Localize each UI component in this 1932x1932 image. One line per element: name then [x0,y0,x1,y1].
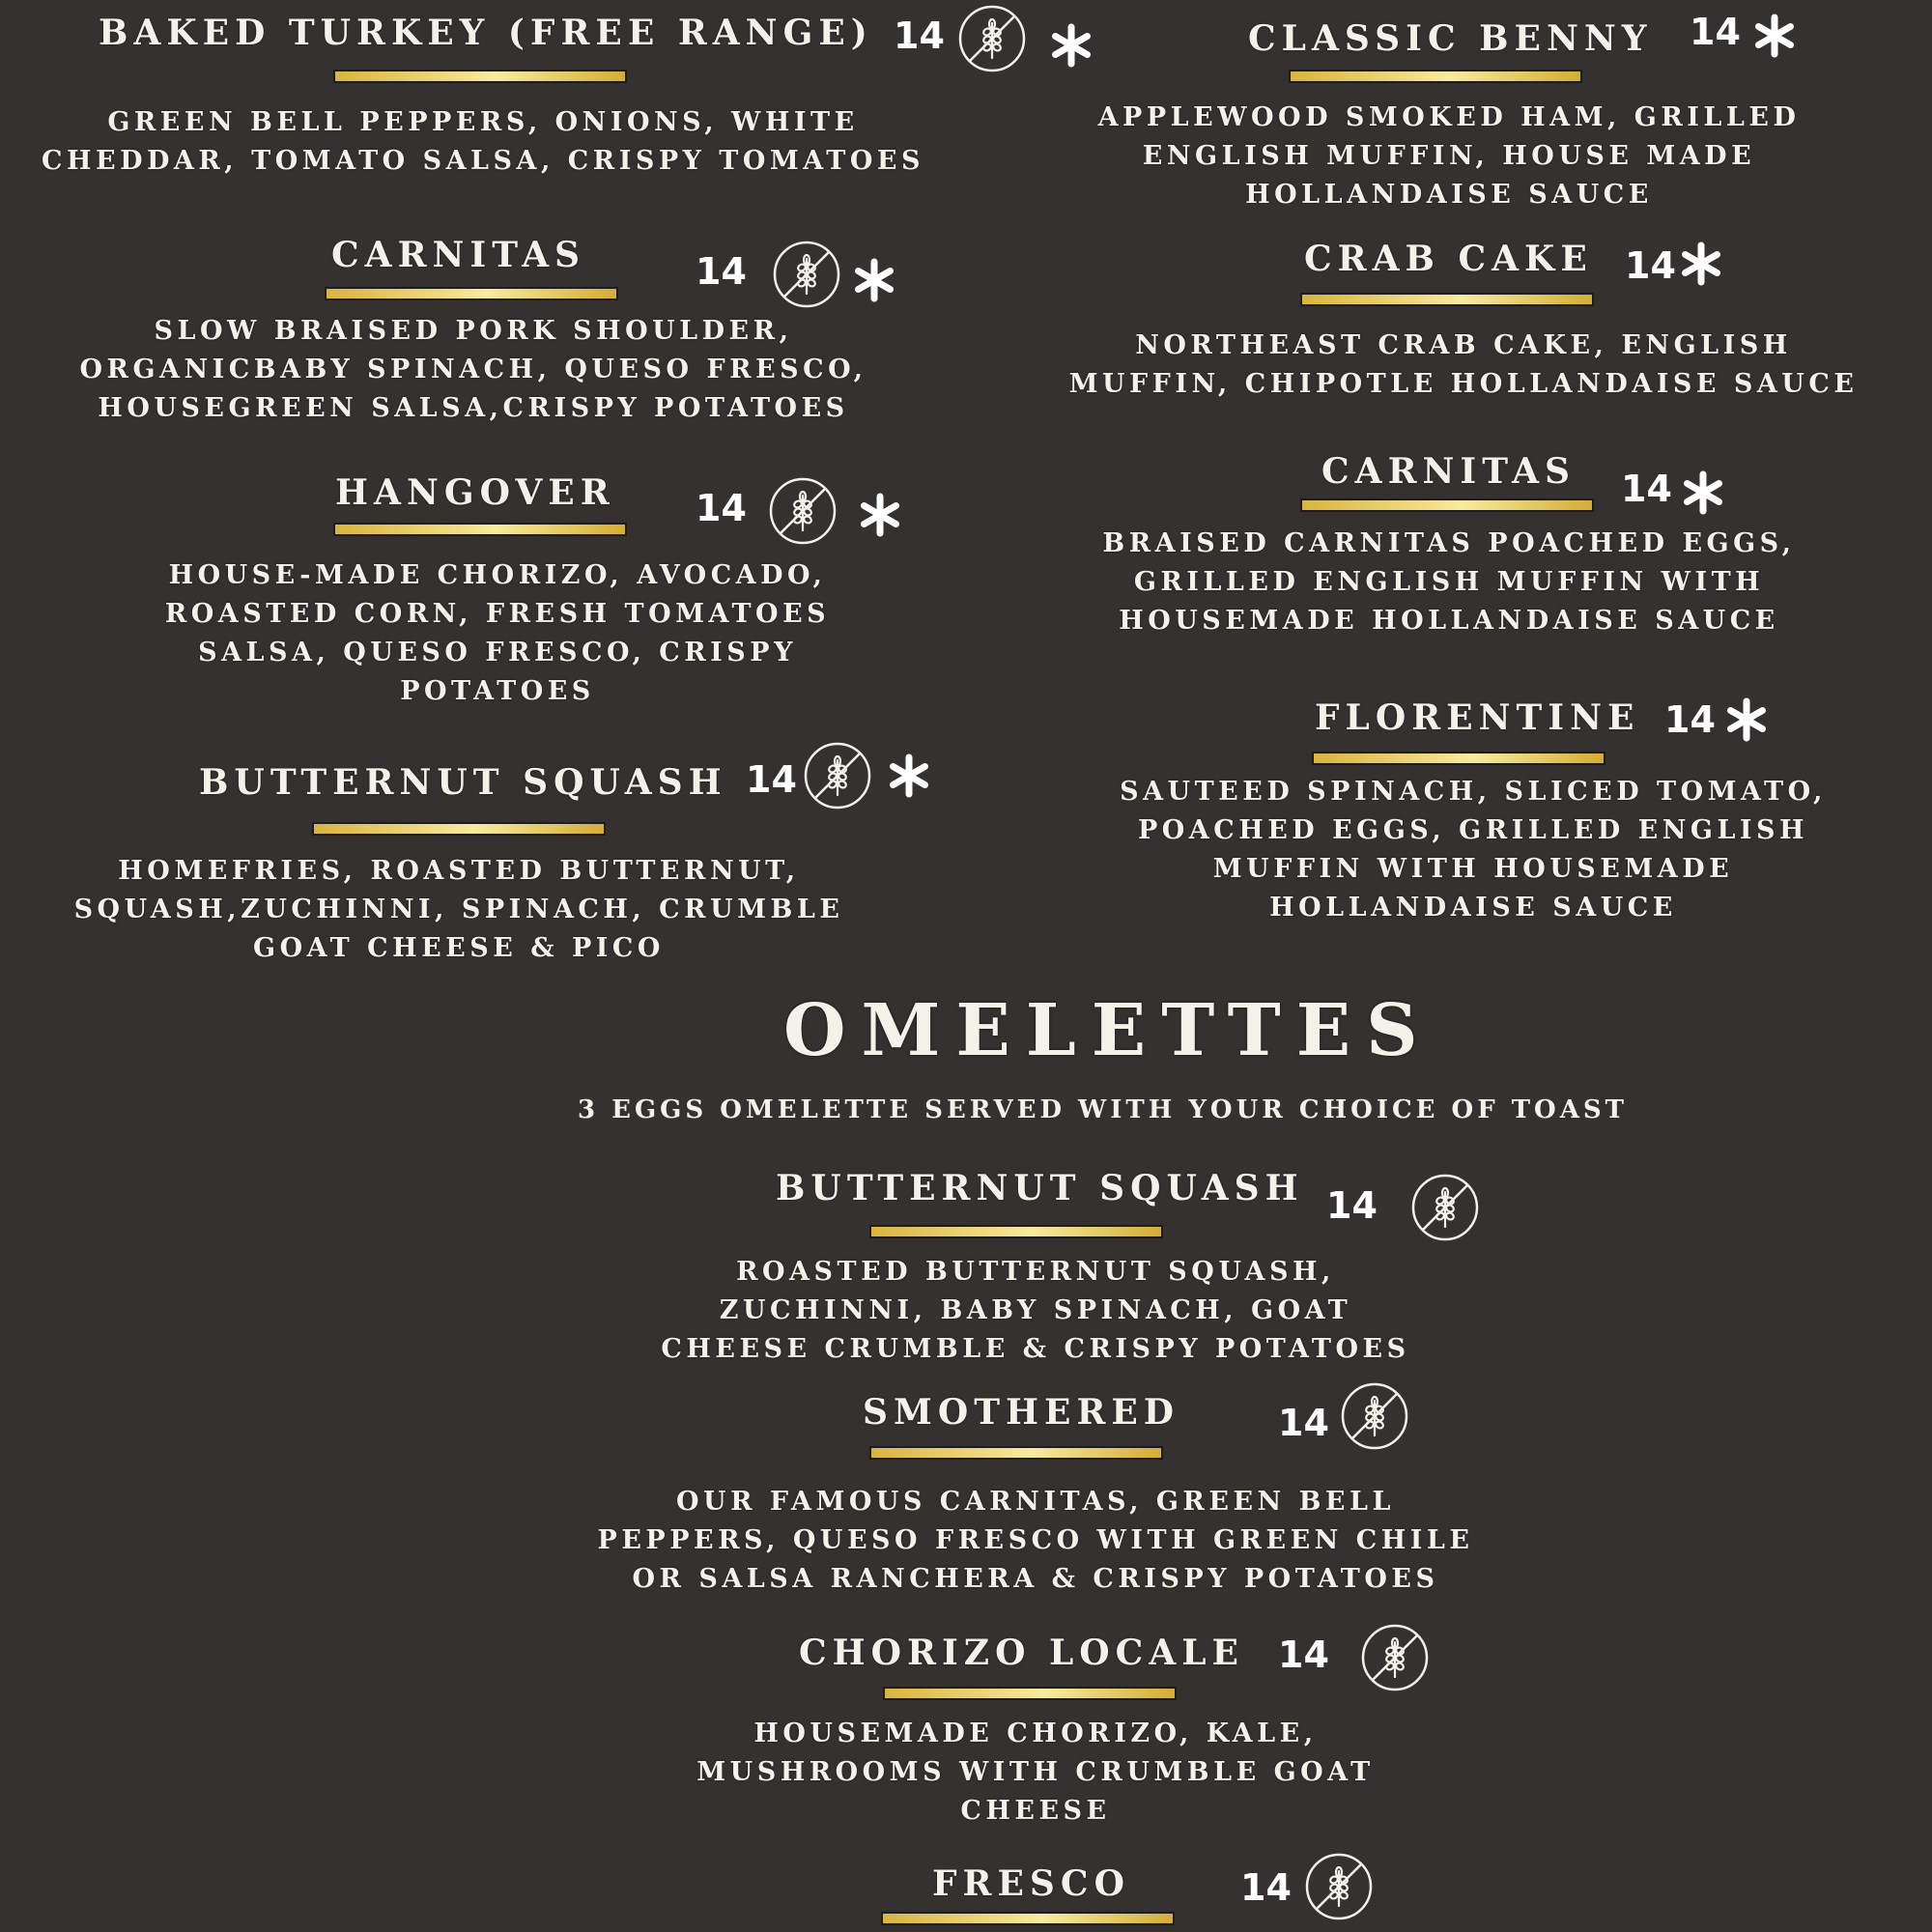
description-line: HOMEFRIES, ROASTED BUTTERNUT, [118,856,800,886]
gold-divider [1302,500,1592,510]
description-line: ENGLISH MUFFIN, HOUSE MADE [1142,141,1756,171]
item-description [966,525,1932,640]
section-subtitle: 3 EGGS OMELETTE SERVED WITH YOUR CHOICE OF TOAST [578,1095,1628,1124]
description-line: APPLEWOOD SMOKED HAM, GRILLED [1097,102,1801,132]
gold-divider [871,1227,1161,1236]
item-price: 14 [696,487,747,529]
gold-divider [1291,71,1580,81]
description-line: GREEN BELL PEPPERS, ONIONS, WHITE [107,107,859,137]
gluten-free-icon [768,476,838,546]
asterisk-icon [1681,470,1725,515]
item-price: 14 [696,250,747,293]
item-description [0,312,947,428]
gluten-free-icon [1410,1173,1480,1242]
item-price: 14 [746,758,797,801]
item-price: 14 [1326,1184,1378,1227]
gold-divider [883,1914,1173,1923]
item-price: 14 [1664,698,1716,741]
asterisk-icon [858,493,902,537]
item-title: FLORENTINE [1315,697,1640,738]
item-price: 14 [1240,1866,1292,1909]
item-price: 14 [1621,468,1672,510]
gold-divider [335,525,625,534]
gluten-free-icon [1360,1623,1430,1692]
description-line: MUSHROOMS WITH CRUMBLE GOAT [696,1757,1375,1787]
description-line: SLOW BRAISED PORK SHOULDER, [154,316,793,346]
gold-divider [314,824,604,834]
description-line: HOUSEGREEN SALSA,CRISPY POTATOES [98,393,849,423]
description-line: CHEDDAR, TOMATO SALSA, CRISPY TOMATOES [42,146,924,176]
item-title: CARNITAS [331,235,585,275]
description-line: SQUASH,ZUCHINNI, SPINACH, CRUMBLE [73,895,844,924]
item-title: BUTTERNUT SQUASH [776,1168,1304,1208]
description-line: HOLLANDAISE SAUCE [1245,180,1653,210]
gold-divider [885,1689,1175,1698]
item-description [0,852,918,968]
item-price: 14 [1278,1402,1329,1444]
item-title: CRAB CAKE [1304,239,1593,279]
asterisk-icon [1049,23,1094,68]
item-title: CHORIZO LOCALE [799,1633,1244,1673]
item-description [553,1483,1519,1599]
description-line: ROASTED CORN, FRESH TOMATOES [164,599,831,629]
description-line: BRAISED CARNITAS POACHED EGGS, [1102,528,1796,558]
description-line: OUR FAMOUS CARNITAS, GREEN BELL [676,1487,1395,1517]
asterisk-icon [1752,14,1797,58]
description-line: CHEESE [960,1796,1111,1826]
gold-divider [1302,295,1592,304]
gluten-free-icon [1304,1852,1374,1921]
item-title: HANGOVER [335,472,615,513]
asterisk-icon [1679,242,1723,286]
asterisk-icon [887,753,931,798]
gluten-free-icon [803,741,872,810]
description-line: ORGANICBABY SPINACH, QUESO FRESCO, [79,355,867,384]
item-price: 14 [894,14,945,57]
gluten-free-icon [957,4,1027,73]
item-description [990,773,1932,927]
gold-divider [871,1448,1161,1458]
description-line: GRILLED ENGLISH MUFFIN WITH [1133,567,1765,597]
gold-divider [1314,753,1604,763]
description-line: OR SALSA RANCHERA & CRISPY POTATOES [632,1564,1439,1594]
item-description [553,1253,1519,1369]
description-line: CHEESE CRUMBLE & CRISPY POTATOES [661,1334,1410,1364]
description-line: MUFFIN WITH HOUSEMADE [1212,854,1734,884]
description-line: SAUTEED SPINACH, SLICED TOMATO, [1120,777,1827,807]
item-title: SMOTHERED [863,1392,1180,1433]
description-line: POACHED EGGS, GRILLED ENGLISH [1137,815,1809,845]
item-title: BUTTERNUT SQUASH [199,762,727,803]
item-description [0,556,995,711]
description-line: HOUSEMADE HOLLANDAISE SAUCE [1119,606,1779,636]
description-line: NORTHEAST CRAB CAKE, ENGLISH [1135,330,1792,360]
item-title: CARNITAS [1321,451,1576,492]
description-line: SALSA, QUESO FRESCO, CRISPY [198,638,797,668]
description-line: ZUCHINNI, BABY SPINACH, GOAT [719,1295,1352,1325]
gold-divider [327,289,616,298]
description-line: HOUSE-MADE CHORIZO, AVOCADO, [168,560,827,590]
description-line: GOAT CHEESE & PICO [253,933,665,963]
description-line: PEPPERS, QUESO FRESCO WITH GREEN CHILE [597,1525,1474,1555]
item-price: 14 [1278,1634,1329,1676]
description-line: POTATOES [400,676,595,706]
item-description [966,327,1932,404]
item-price: 14 [1625,244,1676,287]
item-title: BAKED TURKEY (FREE RANGE) [99,13,873,53]
description-line: HOUSEMADE CHORIZO, KALE, [753,1719,1318,1748]
description-line: ROASTED BUTTERNUT SQUASH, [736,1257,1335,1287]
asterisk-icon [852,258,896,302]
gluten-free-icon [772,240,841,309]
item-title: FRESCO [932,1863,1130,1904]
item-description [0,103,966,181]
section-title: OMELETTES [783,989,1434,1072]
item-description [553,1715,1519,1831]
item-title: CLASSIC BENNY [1248,18,1653,59]
gold-divider [335,71,625,81]
gluten-free-icon [1340,1381,1409,1451]
asterisk-icon [1724,697,1769,742]
description-line: HOLLANDAISE SAUCE [1269,893,1677,923]
item-price: 14 [1690,11,1741,53]
description-line: MUFFIN, CHIPOTLE HOLLANDAISE SAUCE [1068,369,1859,399]
item-description [966,99,1932,214]
